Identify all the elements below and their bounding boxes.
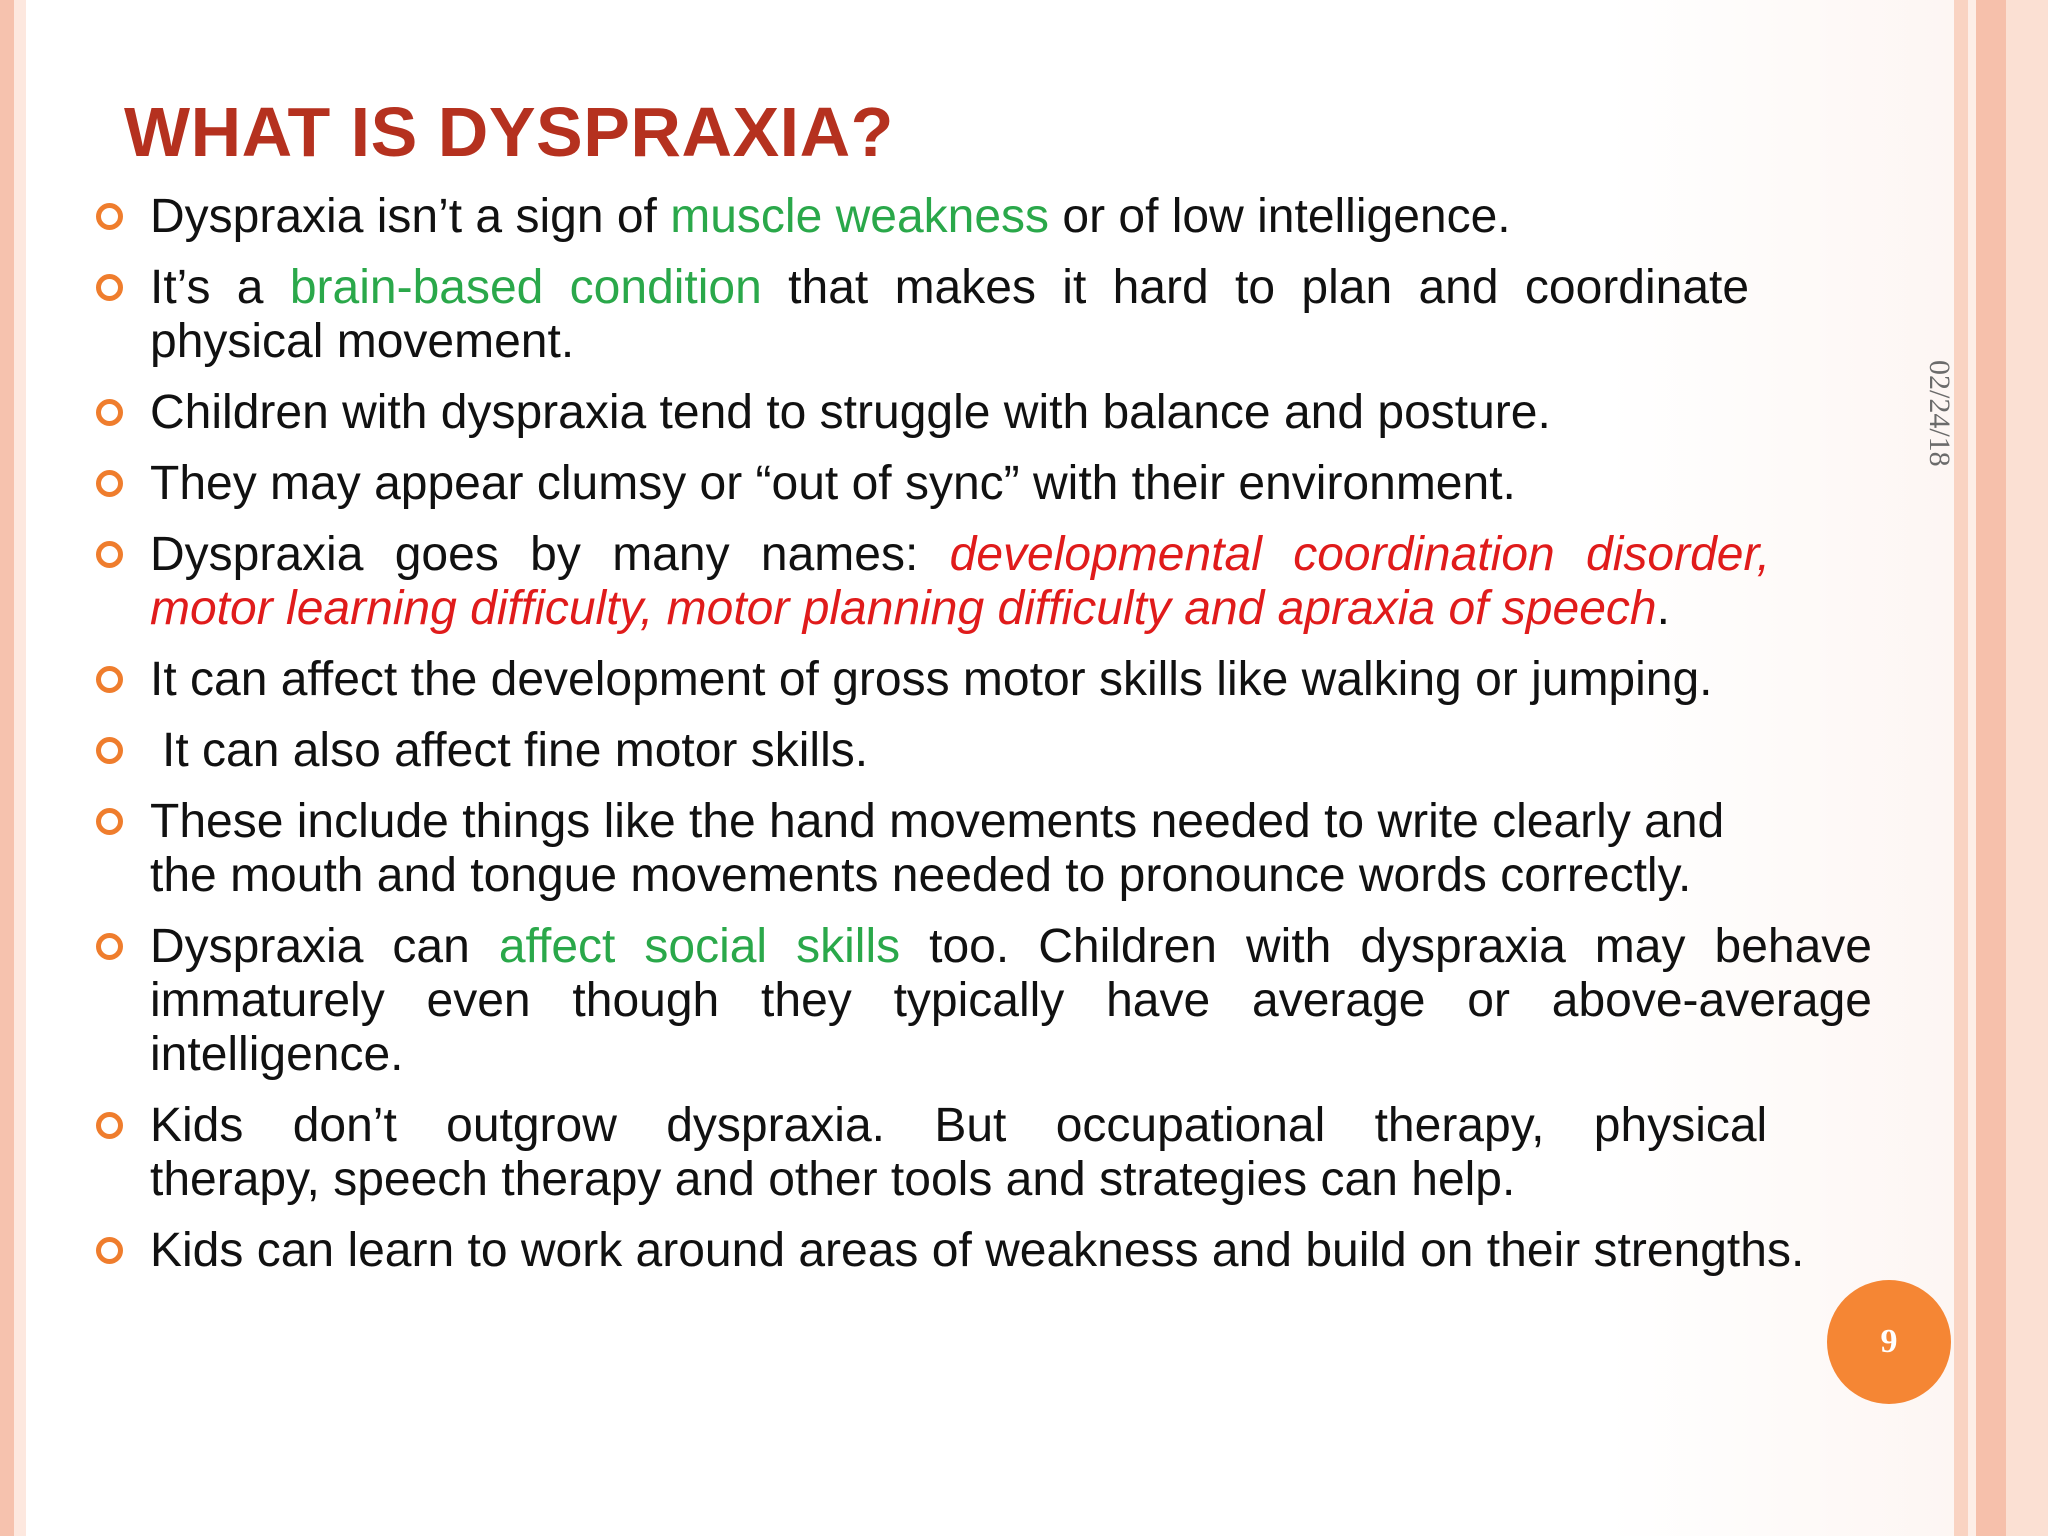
bullet-circle-icon	[96, 1237, 123, 1264]
right-border-gap	[1968, 0, 1976, 1536]
right-border-outer	[1976, 0, 2006, 1536]
bullet-item	[96, 386, 1872, 440]
bullet-text-line: the mouth and tongue movements needed to pronounce words correctly.	[150, 849, 1692, 902]
bullet-circle-icon	[96, 666, 123, 693]
bullet-circle-icon	[96, 470, 123, 497]
bullet-text-line: physical movement.	[150, 315, 575, 368]
bullet-text: Children with dyspraxia tend to struggle with balance and posture.	[150, 386, 1551, 439]
bullet-circle-icon	[96, 274, 123, 301]
highlight-green: affect social skills	[498, 920, 901, 973]
highlight-green: muscle weakness	[670, 190, 1050, 243]
bullet-item	[96, 1099, 1872, 1207]
bullet-text: Kids can learn to work around areas of weakness and build on their strengths.	[150, 1224, 1805, 1277]
bullet-circle-icon	[96, 933, 123, 960]
bullet-item	[96, 724, 1872, 778]
bullet-item	[96, 457, 1872, 511]
left-border-stripe	[0, 0, 14, 1536]
bullet-circle-icon	[96, 1112, 123, 1139]
bullet-circle-icon	[96, 399, 123, 426]
left-border-gap	[14, 0, 26, 1536]
bullet-item	[96, 190, 1872, 244]
bullet-item	[96, 795, 1872, 903]
bullet-text: It can also affect fine motor skills.	[162, 724, 869, 777]
bullet-text-line: Dyspraxia goes by many names: developmental coordination disorder,	[150, 528, 1771, 581]
bullet-text-line: motor learning difficulty, motor planning difficulty and apraxia of speech.	[150, 582, 1670, 635]
bullet-text-line: It’s a brain-based condition that makes it hard to plan and coordinate	[150, 261, 1750, 314]
bullet-circle-icon	[96, 203, 123, 230]
page-number-badge: 9	[1827, 1280, 1951, 1404]
bullet-text-line: therapy, speech therapy and other tools and strategies can help.	[150, 1153, 1516, 1206]
highlight-green: brain-based condition	[289, 261, 762, 314]
right-border-inner	[1954, 0, 1968, 1536]
bullet-circle-icon	[96, 541, 123, 568]
bullet-text: They may appear clumsy or “out of sync” with their environment.	[150, 457, 1516, 510]
bullet-item	[96, 653, 1872, 707]
bullet-item	[96, 1224, 1872, 1278]
bullet-text: Dyspraxia can affect social skills too. Children with dyspraxia may behave immaturely even though they typically have average or above-average intelligence.	[150, 920, 1872, 1081]
bullet-item	[96, 261, 1872, 369]
bullet-item	[96, 920, 1872, 1082]
highlight-red: motor learning difficulty, motor planning difficulty and apraxia of speech	[150, 582, 1657, 635]
slide-title: WHAT IS DYSPRAXIA?	[124, 93, 894, 171]
bullet-circle-icon	[96, 808, 123, 835]
slide-date: 02/24/18	[1923, 360, 1956, 467]
bullet-text-line: Kids don’t outgrow dyspraxia. But occupational therapy, physical	[150, 1099, 1768, 1152]
bullet-circle-icon	[96, 737, 123, 764]
bullet-list	[96, 190, 1872, 1295]
highlight-red: developmental coordination disorder,	[949, 528, 1771, 581]
bullet-text: It can affect the development of gross motor skills like walking or jumping.	[150, 653, 1713, 706]
bullet-text-line: These include things like the hand movements needed to write clearly and	[150, 795, 1725, 848]
right-border-edge	[2006, 0, 2048, 1536]
bullet-item	[96, 528, 1872, 636]
bullet-text: Dyspraxia isn’t a sign of muscle weakness or of low intelligence.	[150, 190, 1511, 243]
